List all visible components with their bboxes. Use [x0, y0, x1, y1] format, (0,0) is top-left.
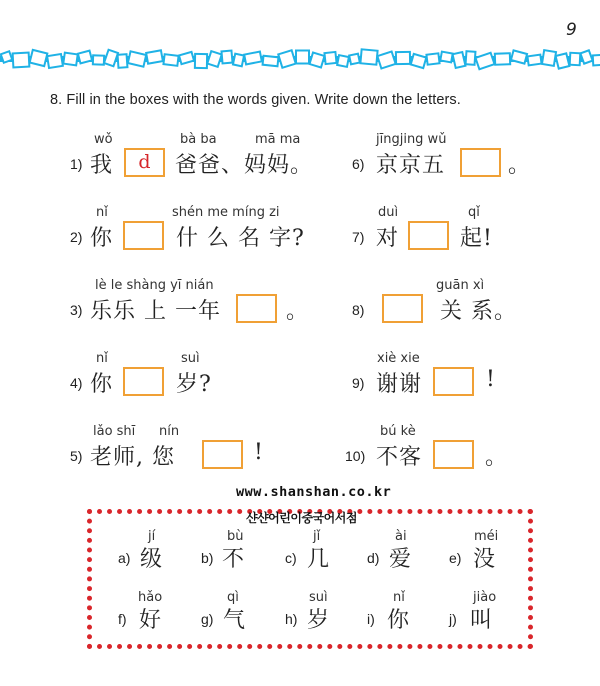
sentence-text: 岁? — [176, 372, 212, 397]
choice-pinyin: jǐ — [313, 529, 321, 544]
strip-block — [426, 53, 439, 64]
sentence-text: 什 么 名 字? — [176, 226, 305, 251]
answer-box[interactable]: d — [124, 148, 165, 177]
answer-box[interactable] — [123, 367, 164, 396]
pinyin: nǐ — [96, 351, 108, 366]
item-number: 8) — [352, 302, 365, 318]
pinyin: shén me míng zi — [172, 205, 280, 220]
answer-box[interactable] — [460, 148, 501, 177]
strip-block — [233, 54, 244, 67]
strip-block — [93, 55, 104, 64]
answer-box[interactable] — [123, 221, 164, 250]
strip-block — [453, 52, 466, 68]
strip-block — [13, 53, 30, 68]
item-number: 6) — [352, 156, 365, 172]
choice-letter: g) — [201, 611, 214, 627]
choice-pinyin: jiào — [473, 590, 497, 605]
exercise-item-5 — [70, 424, 340, 484]
word-bank — [87, 509, 533, 649]
strip-block — [360, 49, 377, 64]
sentence-text: 起! — [460, 226, 493, 251]
choice-pinyin: jí — [148, 529, 156, 544]
pinyin: mā ma — [255, 132, 301, 147]
sentence-text: 我 — [90, 153, 114, 178]
strip-block — [30, 50, 48, 66]
item-number: 10) — [345, 448, 366, 464]
strip-block — [349, 54, 360, 65]
pinyin: bú kè — [380, 424, 416, 439]
sentence-text: 谢谢 — [376, 372, 423, 397]
decorative-border-strip — [0, 44, 600, 74]
answer-box[interactable] — [433, 440, 474, 469]
choice-letter: a) — [118, 550, 131, 566]
choice-pinyin: suì — [309, 590, 328, 605]
sentence-text: 乐乐 上 一年 — [90, 299, 221, 324]
choice-character: 气 — [223, 608, 246, 633]
choice-character: 几 — [307, 547, 330, 572]
choice-character: 岁 — [307, 608, 330, 633]
choice-letter: f) — [118, 611, 127, 627]
strip-block — [495, 53, 510, 65]
strip-block — [263, 56, 279, 67]
sentence-text: 。 — [485, 445, 509, 470]
strip-block — [296, 51, 309, 64]
sentence-text: 。 — [508, 153, 532, 178]
item-number: 9) — [352, 375, 365, 391]
choice-letter: e) — [449, 550, 462, 566]
answer-box[interactable] — [236, 294, 277, 323]
item-number: 3) — [70, 302, 83, 318]
sentence-text: 关 系。 — [440, 299, 517, 324]
choice-character: 好 — [139, 608, 162, 633]
sentence-text: 爸爸、妈妈。 — [175, 153, 314, 178]
strip-block — [310, 53, 325, 68]
sentence-text: 京京五 — [376, 153, 446, 178]
strip-block — [542, 50, 556, 66]
choice-character: 你 — [387, 608, 410, 633]
pinyin: bà ba — [180, 132, 217, 147]
item-number: 7) — [352, 229, 365, 245]
pinyin: lè le shàng yī nián — [95, 278, 214, 293]
pinyin: jīngjing wǔ — [376, 132, 447, 147]
sentence-text: 老师, 您 — [90, 445, 175, 470]
strip-block — [337, 55, 349, 67]
choice-pinyin: hǎo — [138, 590, 163, 605]
strip-block — [179, 52, 194, 64]
strip-block — [118, 54, 128, 68]
answer-box[interactable] — [202, 440, 243, 469]
choice-character: 没 — [473, 547, 496, 572]
pinyin: duì — [378, 205, 399, 220]
strip-block — [527, 55, 541, 66]
pinyin: lǎo shī — [93, 424, 136, 439]
exercise-item-4 — [70, 351, 340, 411]
answer-box[interactable] — [433, 367, 474, 396]
strip-block — [511, 50, 527, 63]
exercise-instruction: 8. Fill in the boxes with the words given. Write down the letters. — [50, 92, 461, 108]
pinyin: wǒ — [94, 132, 113, 147]
pinyin: nín — [159, 424, 180, 439]
choice-letter: i) — [367, 611, 375, 627]
strip-block — [440, 52, 452, 63]
pinyin: qǐ — [468, 205, 480, 220]
sentence-text: 你 — [90, 226, 114, 251]
item-number: 5) — [70, 448, 83, 464]
sentence-text: 不客 — [376, 445, 423, 470]
strip-block — [195, 54, 207, 68]
strip-block — [78, 51, 92, 64]
strip-block — [221, 51, 232, 64]
exercise-item-9 — [352, 351, 552, 411]
choice-letter: j) — [449, 611, 457, 627]
exercise-item-6 — [352, 132, 552, 192]
strip-block — [556, 53, 570, 68]
answer-box[interactable] — [408, 221, 449, 250]
strip-block — [466, 51, 476, 65]
strip-block — [278, 50, 295, 67]
strip-block — [104, 50, 118, 66]
exercise-item-2 — [70, 205, 340, 265]
strip-block — [593, 55, 600, 66]
exercise-item-8 — [352, 278, 552, 338]
strip-block — [377, 52, 395, 69]
pinyin: suì — [181, 351, 200, 366]
sentence-text: ! — [254, 440, 264, 465]
strip-block — [163, 54, 178, 66]
exercise-item-1 — [70, 132, 340, 192]
watermark-url: www.shanshan.co.kr — [236, 484, 392, 500]
strip-block — [1, 51, 13, 63]
strip-block — [396, 52, 410, 64]
strip-block — [146, 50, 163, 63]
strip-block — [411, 54, 427, 68]
choice-pinyin: méi — [474, 529, 499, 544]
choice-pinyin: nǐ — [393, 590, 405, 605]
strip-block — [63, 53, 77, 66]
sentence-text: 。 — [286, 299, 310, 324]
choice-character: 叫 — [470, 608, 493, 633]
choice-character: 级 — [140, 547, 163, 572]
choice-letter: b) — [201, 550, 214, 566]
choice-pinyin: ài — [395, 529, 407, 544]
strip-block — [475, 53, 494, 70]
item-number: 2) — [70, 229, 83, 245]
choice-pinyin: qì — [227, 590, 239, 605]
strip-block — [570, 53, 581, 66]
choice-letter: d) — [367, 550, 380, 566]
page-number: 9 — [566, 20, 577, 40]
pinyin: guān xì — [436, 278, 485, 293]
choice-character: 不 — [222, 547, 245, 572]
answer-box[interactable] — [382, 294, 423, 323]
pinyin: nǐ — [96, 205, 108, 220]
pinyin: xiè xie — [377, 351, 420, 366]
exercise-item-7 — [352, 205, 552, 265]
choice-character: 爱 — [389, 547, 412, 572]
strip-block — [207, 51, 221, 67]
strip-block — [244, 52, 262, 65]
choice-pinyin: bù — [227, 529, 244, 544]
watermark-korean: 샨샨어린이중국어서점 — [246, 511, 357, 525]
choice-letter: c) — [285, 550, 297, 566]
sentence-text: 对 — [376, 226, 400, 251]
strip-block — [324, 52, 336, 64]
item-number: 1) — [70, 156, 83, 172]
exercise-item-10 — [345, 424, 555, 484]
strip-block — [128, 51, 146, 66]
sentence-text: ! — [486, 367, 496, 392]
sentence-text: 你 — [90, 372, 114, 397]
exercise-item-3 — [70, 278, 340, 338]
strip-block — [47, 54, 63, 68]
choice-letter: h) — [285, 611, 298, 627]
item-number: 4) — [70, 375, 83, 391]
